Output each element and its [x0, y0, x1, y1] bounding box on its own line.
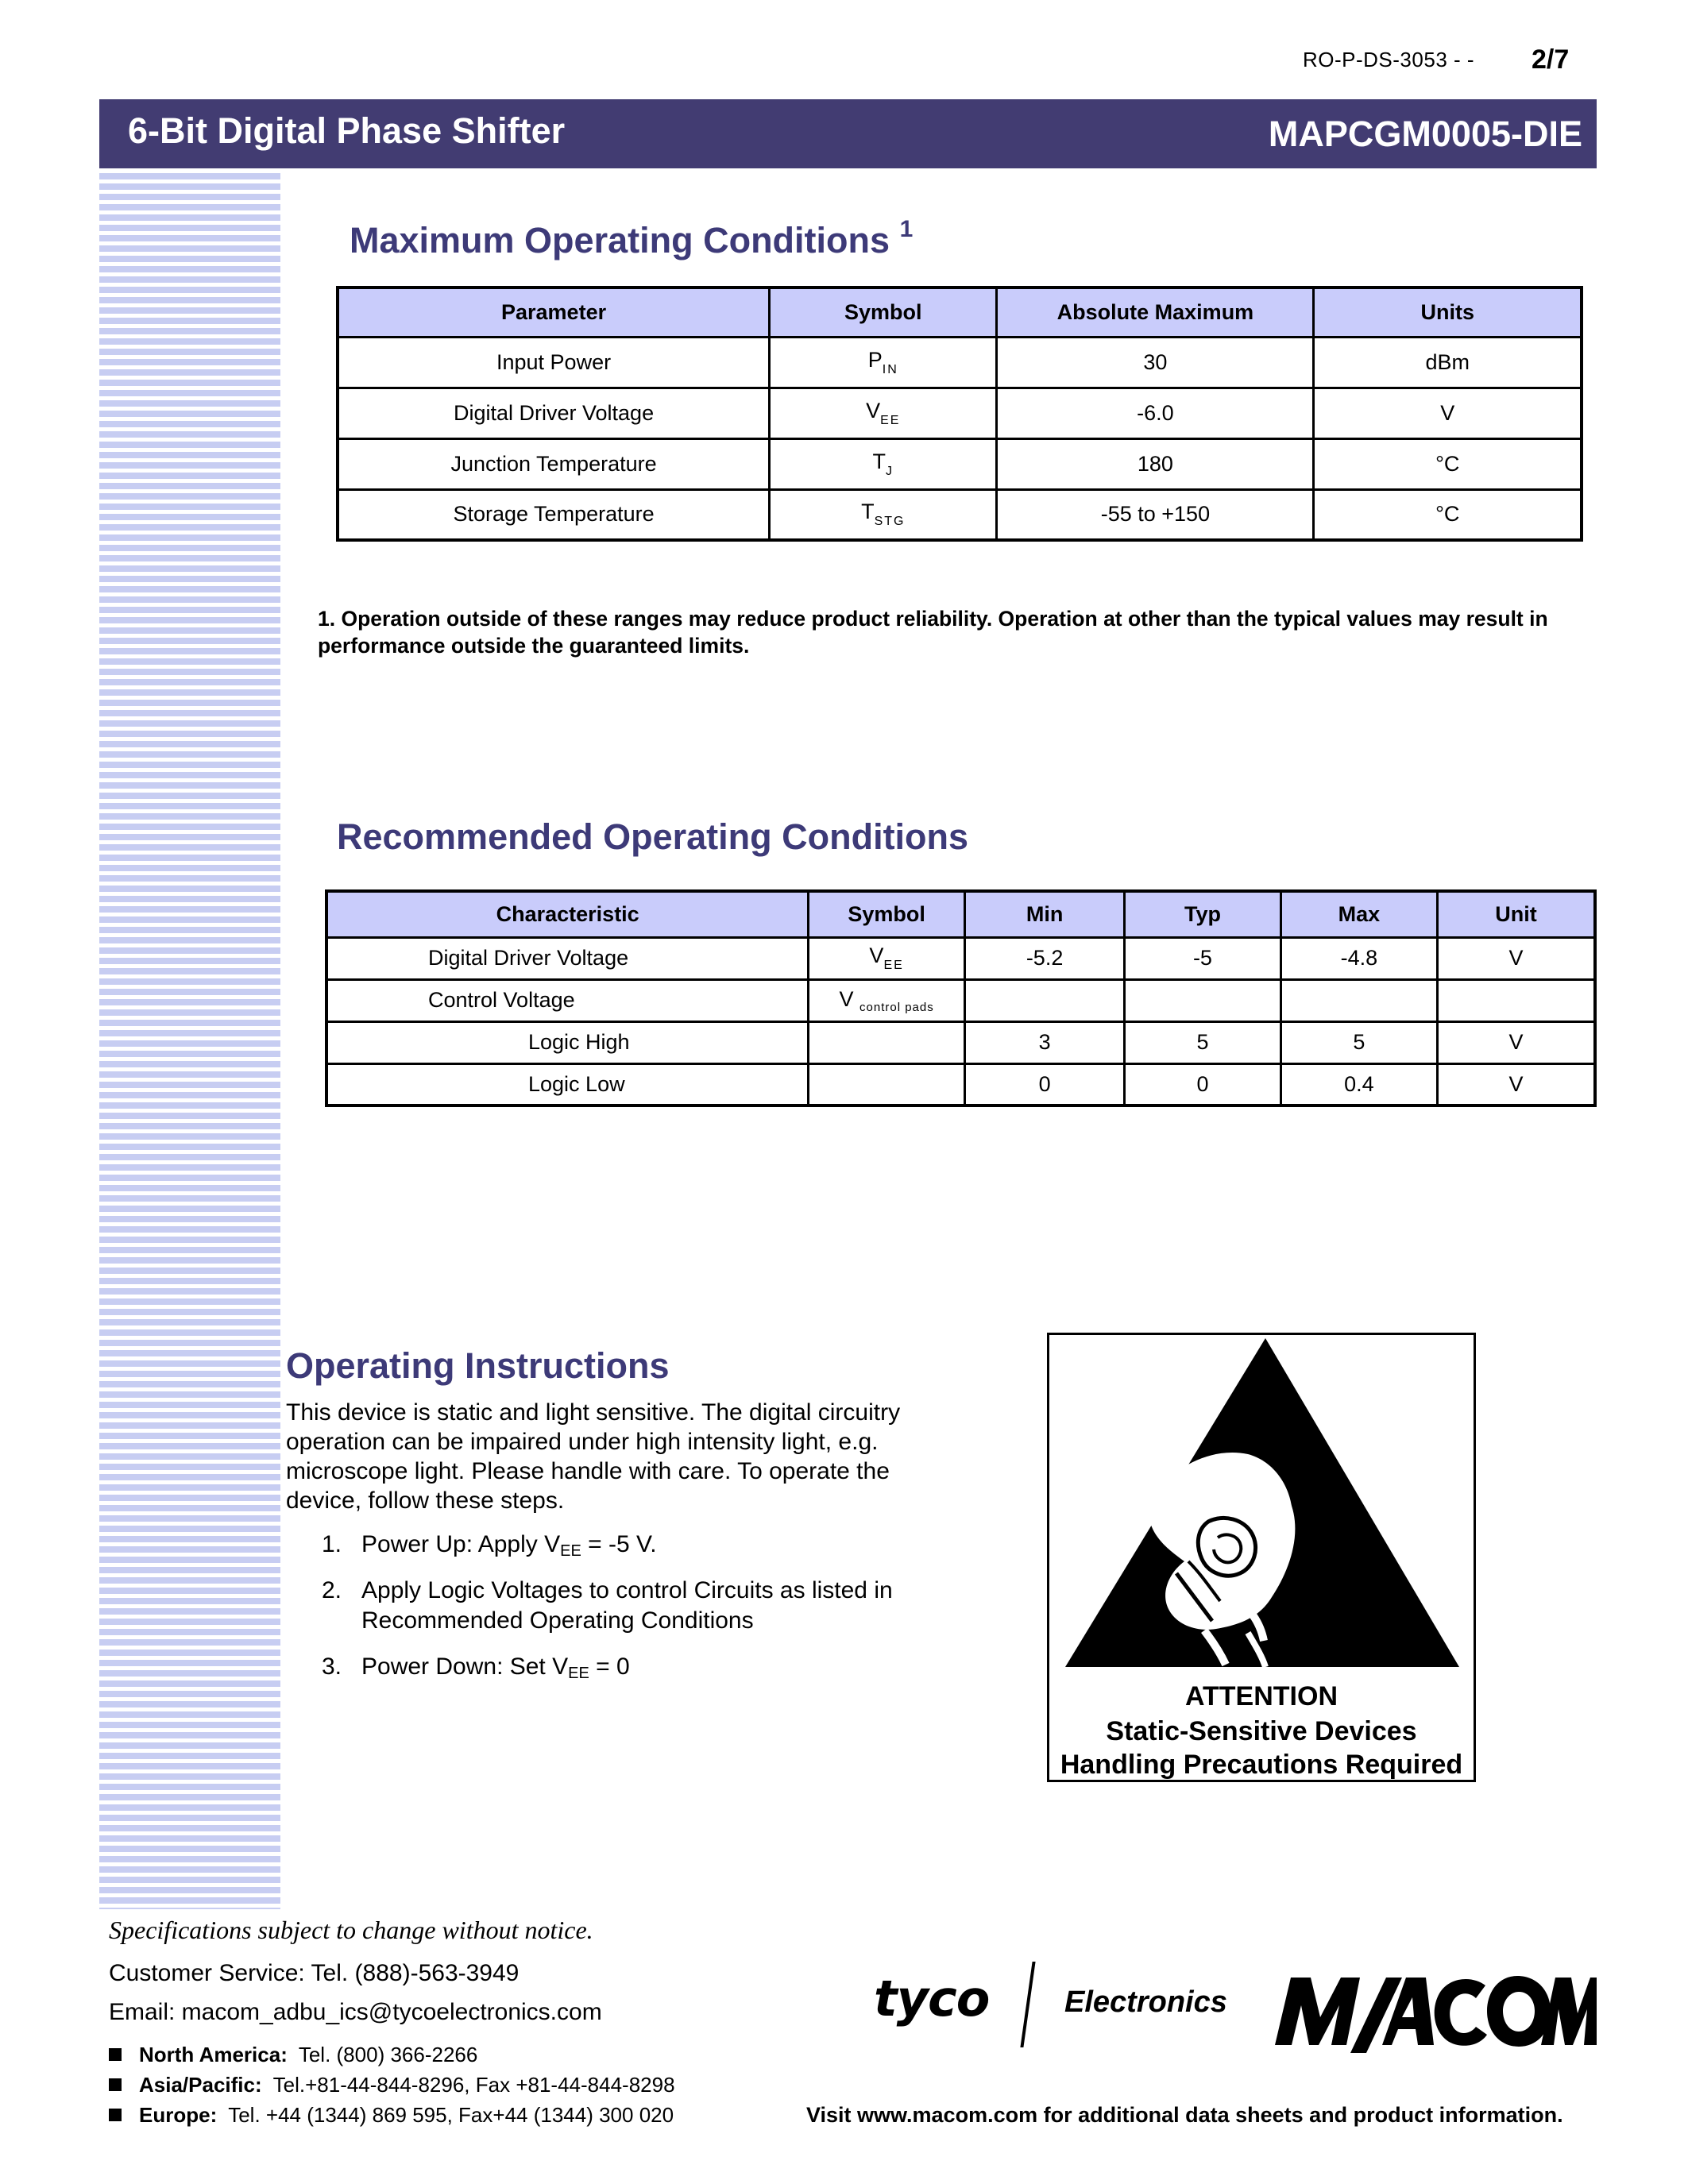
tyco-electronics-logo — [874, 1962, 1239, 2049]
rec-conditions-table — [325, 889, 1597, 1107]
table-cell: 0.4 — [1280, 1063, 1437, 1106]
tyco-wordmark: tyco — [874, 1970, 990, 2028]
page-number: 2/7 — [1532, 44, 1570, 75]
table-cell: Storage Temperature — [338, 489, 770, 540]
max-conditions-footnote: 1. Operation outside of these ranges may reduce product reliability. Operation at other than the typical values may result in performance outside the guaranteed limits. — [318, 607, 1548, 658]
column-header: Units — [1314, 287, 1582, 337]
document-id: RO-P-DS-3053 - - — [1303, 48, 1475, 71]
footnote-marker: 1 — [899, 216, 914, 242]
symbol-cell — [809, 1021, 965, 1063]
table-cell — [964, 979, 1124, 1021]
table-cell: 30 — [997, 337, 1314, 388]
table-row — [338, 388, 1582, 438]
table-cell: V — [1438, 1021, 1595, 1063]
table-cell: 0 — [964, 1063, 1124, 1106]
contact-email: Email: macom_adbu_ics@tycoelectronics.com — [109, 1999, 602, 2025]
table-row — [326, 1063, 1595, 1106]
table-cell: 5 — [1280, 1021, 1437, 1063]
table-row — [338, 489, 1582, 540]
table-cell: dBm — [1314, 337, 1582, 388]
symbol-cell: $P_{IN}$ — [770, 337, 997, 388]
list-item: 1. Power Up: Apply VEE = -5 V. — [322, 1531, 657, 1560]
esd-warning-box — [1047, 1333, 1476, 1782]
table-cell: 0 — [1125, 1063, 1280, 1106]
customer-service: Customer Service: Tel. (888)-563-3949 — [109, 1960, 520, 1986]
column-header: Characteristic — [326, 891, 809, 937]
table-cell: -6.0 — [997, 388, 1314, 438]
table-row — [326, 979, 1595, 1021]
esd-attention: ATTENTION — [1184, 1681, 1338, 1711]
column-header: Symbol — [770, 287, 997, 337]
table-cell: V — [1438, 1063, 1595, 1106]
part-number: MAPCGM0005-DIE — [1268, 114, 1582, 154]
website-note: Visit www.macom.com for additional data sheets and product information. — [806, 2103, 1563, 2127]
symbol-cell — [809, 1063, 965, 1106]
column-header: Max — [1280, 891, 1437, 937]
region-contact: North America: Tel. (800) 366-2266 — [109, 2043, 477, 2067]
column-header: Symbol — [809, 891, 965, 937]
column-header: Typ — [1125, 891, 1280, 937]
table-cell: 180 — [997, 438, 1314, 489]
table-cell: Digital Driver Voltage — [326, 937, 809, 979]
column-header: Min — [964, 891, 1124, 937]
logo-divider — [1020, 1962, 1035, 2047]
esd-line2: Static-Sensitive Devices — [1106, 1716, 1417, 1746]
macom-logo-icon — [1271, 1970, 1597, 2057]
operating-steps-list — [322, 1530, 941, 1698]
symbol-cell: V $_{control pads}$ — [809, 979, 965, 1021]
operating-instructions-text: This device is static and light sensitive. The digital circuitry operation can be impaired under high intensity light, e.g. microscope light. Please handle with care. To operate the device, follow these steps. — [286, 1399, 901, 1514]
table-cell: Digital Driver Voltage — [338, 388, 770, 438]
esd-warning-icon — [1049, 1335, 1478, 1684]
table-cell: -4.8 — [1280, 937, 1437, 979]
table-cell: Input Power — [338, 337, 770, 388]
max-conditions-title: Maximum Operating Conditions — [350, 220, 890, 260]
table-cell: -55 to +150 — [997, 489, 1314, 540]
decorative-side-stripes — [99, 173, 280, 1909]
table-cell: -5 — [1125, 937, 1280, 979]
symbol-cell: $V_{EE}$ — [770, 388, 997, 438]
symbol-cell: $T_{STG}$ — [770, 489, 997, 540]
region-contact: Europe: Tel. +44 (1344) 869 595, Fax+44 (1344) 300 020 — [109, 2103, 674, 2128]
table-row — [326, 937, 1595, 979]
table-cell: Logic High — [326, 1021, 809, 1063]
table-cell: °C — [1314, 438, 1582, 489]
column-header: Parameter — [338, 287, 770, 337]
operating-instructions-heading: Operating Instructions — [286, 1345, 670, 1386]
column-header: Unit — [1438, 891, 1595, 937]
bullet-square-icon — [109, 2109, 122, 2121]
table-cell: -5.2 — [964, 937, 1124, 979]
table-header-row — [338, 287, 1582, 337]
table-cell — [1438, 979, 1595, 1021]
table-cell: Junction Temperature — [338, 438, 770, 489]
table-cell: V — [1438, 937, 1595, 979]
table-cell: °C — [1314, 489, 1582, 540]
bullet-square-icon — [109, 2048, 122, 2061]
max-conditions-heading — [350, 216, 913, 261]
symbol-cell: $T_J$ — [770, 438, 997, 489]
table-row — [326, 1021, 1595, 1063]
table-cell: V — [1314, 388, 1582, 438]
electronics-wordmark: Electronics — [1064, 1985, 1227, 2019]
macom-logo — [1271, 1970, 1597, 2057]
list-item: 3. Power Down: Set VEE = 0 — [322, 1653, 630, 1682]
table-cell — [1280, 979, 1437, 1021]
max-conditions-table — [336, 286, 1583, 542]
spec-change-note: Specifications subject to change without notice. — [109, 1916, 593, 1944]
table-cell: Logic Low — [326, 1063, 809, 1106]
region-contact: Asia/Pacific: Tel.+81-44-844-8296, Fax +81-44-844-8298 — [109, 2073, 675, 2097]
product-title: 6-Bit Digital Phase Shifter — [128, 110, 566, 151]
list-item: 2. Apply Logic Voltages to control Circuits as listed in Recommended Operating Conditions — [322, 1577, 893, 1634]
table-cell — [1125, 979, 1280, 1021]
bullet-square-icon — [109, 2078, 122, 2091]
table-cell: 3 — [964, 1021, 1124, 1063]
symbol-cell: $V_{EE}$ — [809, 937, 965, 979]
table-row — [338, 337, 1582, 388]
table-row — [338, 438, 1582, 489]
title-banner — [99, 99, 1597, 168]
esd-line3: Handling Precautions Required — [1060, 1750, 1463, 1780]
table-cell: 5 — [1125, 1021, 1280, 1063]
table-cell: Control Voltage — [326, 979, 809, 1021]
rec-conditions-heading: Recommended Operating Conditions — [337, 816, 969, 857]
column-header: Absolute Maximum — [997, 287, 1314, 337]
table-header-row — [326, 891, 1595, 937]
